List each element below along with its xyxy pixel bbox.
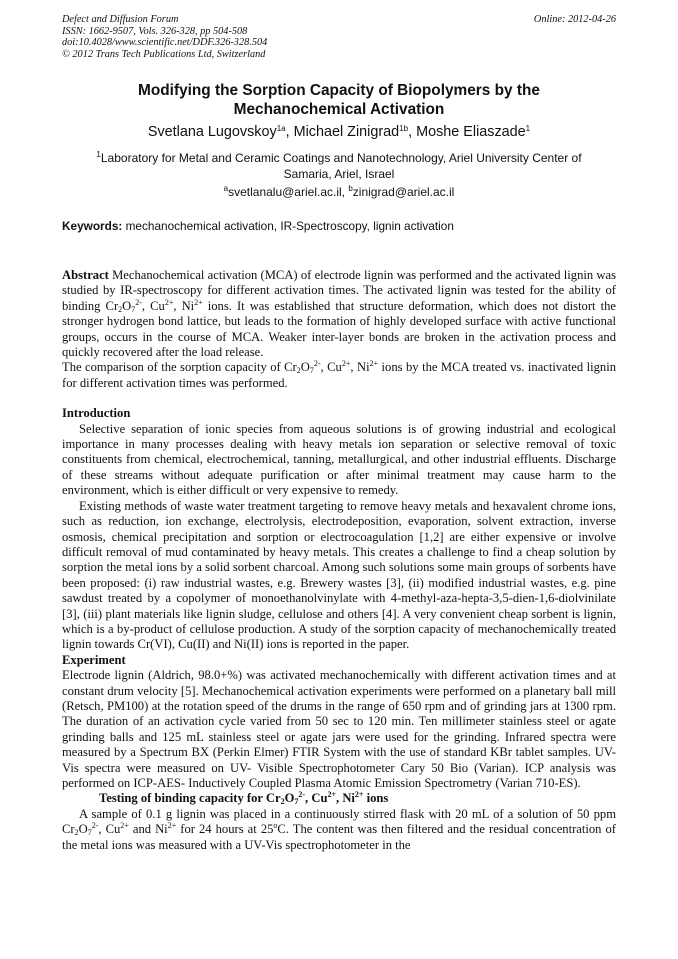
experiment-text: and Ni: [128, 822, 168, 837]
paper-title: [62, 81, 616, 119]
author-emails: [62, 184, 616, 200]
keywords-text: mechanochemical activation, IR-Spectroscopy, lignin activation: [125, 219, 454, 233]
author-name: Svetlana Lugovskoy: [147, 124, 277, 140]
formula-sub: 2: [118, 304, 123, 314]
formula-sup: 2+: [194, 297, 203, 307]
formula-sub: 7: [87, 828, 92, 838]
formula-sup: 2-: [135, 297, 142, 307]
abstract-paragraph-2: [62, 360, 616, 391]
affiliation: [78, 150, 600, 182]
experiment-text: , Cu: [98, 822, 121, 837]
section-heading-experiment: Experiment: [62, 652, 126, 667]
email-link[interactable]: svetlanalu@ariel.ac.il: [228, 185, 342, 199]
formula-sup: 2+: [327, 790, 337, 800]
formula-text: O: [78, 822, 88, 837]
email-separator: ,: [341, 185, 349, 199]
formula-text: O: [122, 298, 132, 313]
formula-sub: 2: [74, 828, 79, 838]
introduction-paragraph: Selective separation of ionic species from aqueous solutions is of growing industrial and ecological importance in many processes dealing with heavy metals ion separation or selective removal of toxic constituents from chemical, electrochemical, tanning, metallurgical, and other industrial effluents. Discharge of these streams without adequate purification or after minimal treatment may cause harm to the environment, which is either difficult or very expensive to remedy.: [62, 421, 616, 498]
title-line-1: Modifying the Sorption Capacity of Biopolymers by the: [138, 82, 540, 99]
formula-sup: 2-: [298, 790, 306, 800]
formula-sup: 2+: [120, 821, 129, 831]
experiment-paragraph-2: [62, 807, 616, 853]
formula-sup: 2+: [354, 790, 364, 800]
keywords-label: Keywords:: [62, 219, 123, 233]
degree-mark: o: [273, 821, 278, 831]
formula-sup: 2+: [341, 359, 351, 369]
subheading-text: Testing of binding capacity for Cr: [99, 791, 281, 806]
subheading-text: , Cu: [305, 791, 328, 806]
keywords: [62, 219, 616, 234]
author-name: Moshe Eliaszade: [416, 124, 526, 140]
formula-sup: 2-: [313, 359, 321, 369]
section-heading-introduction: Introduction: [62, 406, 131, 421]
author-separator: ,: [408, 124, 417, 140]
abstract-text: The comparison of the sorption capacity of Cr: [62, 360, 297, 375]
abstract-paragraph: [62, 268, 616, 360]
abstract-text: ions by the MCA treated vs. inactivated lignin for different activation times was performed.: [62, 360, 616, 390]
introduction-paragraph: Existing methods of waste water treatment targeting to remove heavy metals and hexavalent chrome ions, such as reduction, ion exchange, electrolysis, electrodeposition, evaporation, solvent extraction, inverse osmosis, chemical precipitation and sorption or electrocoagulation [1,2] are either expensive or involve difficult removal of mud contaminated by heavy metals. This creates a challenge to find a cheap solution by sorption the metal ions by a solid sorbent charcoal. Among such solutions some main groups of sorbents have been proposed: (i) raw industrial wastes, e.g. Brewery wastes [3], (ii) modified industrial wastes, e.g. pine sawdust treated by a copolymer of monoethanolvinylate with 4-methyl-aza-hepta-3,5-dien-1,6-diolvinilate [3], (iii) plant materials like lignin sludge, cellulose and others [4]. A very convenient cheap sorbent is lignin, which is a by-product of cellulose production. A study of the sorption capacity of mechanochemically treated lignin towards Cr(VI), Cu(II) and Ni(II) ions is reported in the paper.: [62, 498, 616, 652]
experiment-text: for 24 hours at 25: [176, 822, 274, 837]
author-affiliation-mark: 1a: [276, 124, 286, 133]
experiment-text: C. The content was then filtered and the residual concentration of the metal ions was measured with a UV-Vis spectrophotometer in the: [62, 822, 616, 852]
email-mark: b: [348, 184, 353, 193]
email-mark: a: [223, 184, 229, 193]
formula-sub: 2: [280, 797, 285, 807]
title-line-2: Mechanochemical Activation: [233, 101, 445, 118]
author-name: Michael Zinigrad: [293, 124, 400, 140]
copyright: © 2012 Trans Tech Publications Ltd, Switzerland: [62, 48, 266, 60]
author-list: [62, 123, 616, 141]
abstract-text: , Ni: [350, 360, 370, 375]
issn: ISSN: 1662-9507, Vols. 326-328, pp 504-508: [62, 25, 248, 37]
online-date: Online: 2012-04-26: [533, 14, 616, 25]
experiment-paragraph: Electrode lignin (Aldrich, 98.0+%) was activated mechanochemically with different activation times and at constant drum velocity [5]. Mechanochemical activation experiments were performed on a planetary ball mill (Retsch, PM100) at the rotation speed of the drums in the range of 650 rpm and of grinding jars at 1300 rpm. The duration of an activation cycle varied from 50 sec to 120 min. Ten millimeter stainless steel or agate grinding balls and 125 mL stainless steel or agate jars were used for the grinding. Infrared spectra were measured by a Spectrum BX (Perkin Elmer) FTIR System with the use of standard KBr tablet samples. UV-Vis spectra were measured on UV- Visible Spectrophotometer Cary 50 Bio (Varian). ICP analysis was performed on ICP-AES- Inductively Coupled Plasma Atomic Emission Spectrometry (Varian 710-ES).: [62, 668, 616, 790]
subsection-heading-binding: [62, 791, 616, 806]
abstract-text: , Cu: [320, 360, 342, 375]
formula-sup: 2+: [164, 297, 174, 307]
formula-sup: 2-: [91, 821, 99, 831]
journal-header: [62, 14, 616, 60]
formula-text: O: [284, 791, 295, 806]
abstract-label: Abstract: [62, 268, 109, 282]
abstract-text: Mechanochemical activation (MCA) of electrode lignin was performed and the activated lignin was studied by IR-spectroscopy for different activation times. The activated lignin was tested for the ability of binding Cr: [62, 268, 616, 313]
email-link[interactable]: zinigrad@ariel.ac.il: [352, 185, 455, 199]
subheading-text: , Ni: [336, 791, 355, 806]
abstract-text: , Ni: [173, 298, 195, 313]
abstract-text: ions. It was established that structure deformation, which does not distort the stronger hydrogen bond lattice, but leads to the formation of highly developed surface with active functional groups, occurs in the course of MCA. Weaker inter-layer bonds are broken in the activation process and quickly recovered after the load release.: [62, 298, 617, 360]
formula-sub: 2: [296, 366, 301, 376]
formula-sub: 7: [294, 797, 299, 807]
paper-body: [62, 268, 616, 853]
section-gap: [62, 391, 616, 406]
formula-sup: 2+: [369, 359, 379, 369]
formula-sub: 7: [309, 366, 314, 376]
experiment-text: A sample of 0.1 g lignin was placed in a continuously stirred flask with 20 mL of a solution of 50 ppm Cr: [62, 806, 616, 837]
affiliation-mark: 1: [96, 150, 101, 159]
journal-name: Defect and Diffusion Forum: [62, 14, 179, 25]
formula-text: O: [300, 360, 310, 375]
abstract-text: , Cu: [141, 298, 165, 313]
formula-sub: 7: [131, 304, 136, 314]
formula-sup: 2+: [167, 821, 177, 831]
author-affiliation-mark: 1b: [399, 124, 409, 133]
subheading-text: ions: [363, 791, 389, 806]
doi: doi:10.4028/www.scientific.net/DDF.326-328.504: [62, 37, 268, 49]
author-separator: ,: [285, 124, 294, 140]
affiliation-text: Laboratory for Metal and Ceramic Coatings and Nanotechnology, Ariel University Center of Samaria, Ariel, Israel: [100, 151, 582, 181]
author-affiliation-mark: 1: [525, 124, 531, 133]
